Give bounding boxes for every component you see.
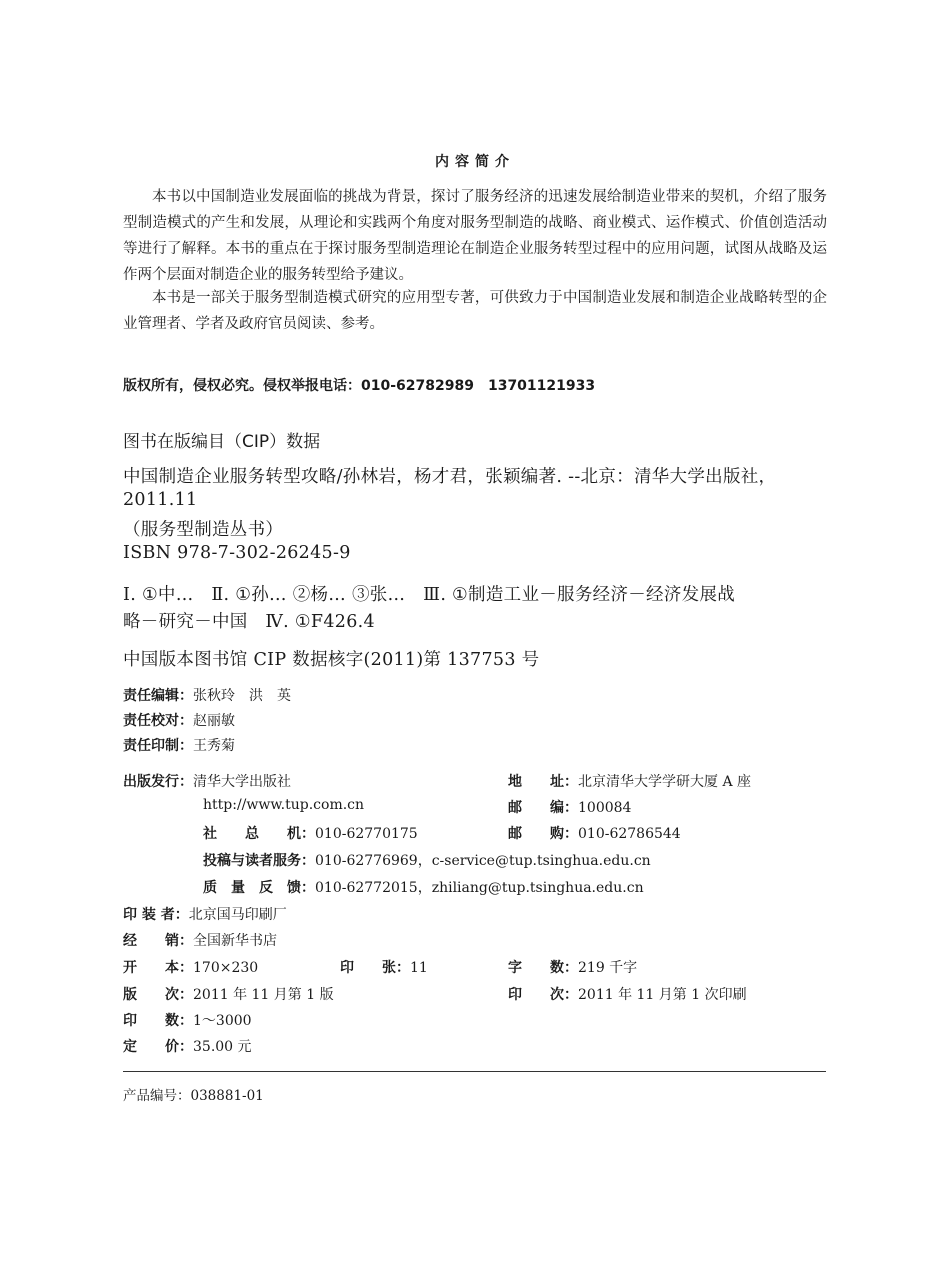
submission-row [203, 850, 651, 870]
postcode-value: 100084 [578, 800, 632, 816]
edition-value: 2011 年 11 月第 1 版 [193, 987, 334, 1003]
word-count-row [508, 957, 637, 977]
print-supervisor-label: 责任印制： [123, 738, 193, 754]
divider-rule [123, 1071, 826, 1072]
submission-label: 投稿与读者服务： [203, 853, 315, 869]
address-label: 地 址： [508, 774, 578, 790]
mail-order-value: 010-62786544 [578, 826, 681, 842]
proofreader-row [123, 710, 235, 730]
submission-value: 010-62776969，c-service@tup.tsinghua.edu.cn [315, 853, 651, 869]
copyright-notice: 版权所有，侵权必究。侵权举报电话：010-62782989 13701121933 [123, 378, 596, 394]
address-value: 北京清华大学学研大厦 A 座 [578, 774, 752, 790]
cip-line-4: ISBN 978-7-302-26245-9 [123, 543, 351, 563]
quality-feedback-row [203, 877, 644, 897]
publisher-label: 出版发行： [123, 774, 193, 790]
format-row [123, 957, 258, 977]
print-supervisor-row [123, 735, 235, 755]
impression-label: 印 次： [508, 987, 578, 1003]
quality-feedback-label: 质 量 反 馈： [203, 880, 315, 896]
cip-line-1: 中国制造企业服务转型攻略/孙林岩，杨才君，张颖编著. --北京：清华大学出版社， [123, 467, 777, 487]
sheets-label: 印 张： [340, 960, 410, 976]
editor-label: 责任编辑： [123, 688, 193, 704]
product-number: 产品编号：038881-01 [123, 1088, 264, 1104]
mail-order-row [508, 823, 681, 843]
cip-line-3: （服务型制造丛书） [123, 520, 284, 540]
printer-row [123, 904, 287, 924]
cip-line-6: 略－研究－中国 Ⅳ. ①F426.4 [123, 612, 375, 632]
sheets-row [340, 957, 428, 977]
print-run-label: 印 数： [123, 1013, 193, 1029]
edition-label: 版 次： [123, 987, 193, 1003]
summary-paragraph-2: 本书是一部关于服务型制造模式研究的应用型专著，可供致力于中国制造业发展和制造企业战略转型的企业管理者、学者及政府官员阅读、参考。 [123, 290, 827, 332]
cip-line-5: Ⅰ. ①中… Ⅱ. ①孙… ②杨… ③张… Ⅲ. ①制造工业－服务经济－经济发展战 [123, 585, 736, 605]
word-count-value: 219 千字 [578, 960, 638, 976]
switchboard-value: 010-62770175 [315, 826, 418, 842]
cip-line-2: 2011.11 [123, 490, 198, 510]
word-count-label: 字 数： [508, 960, 578, 976]
editor-row [123, 685, 291, 705]
printer-value: 北京国马印刷厂 [188, 907, 287, 923]
impression-value: 2011 年 11 月第 1 次印刷 [578, 987, 747, 1003]
mail-order-label: 邮 购： [508, 826, 578, 842]
editor-value: 张秋玲 洪 英 [193, 688, 291, 704]
distributor-row [123, 930, 277, 950]
format-value: 170×230 [193, 960, 259, 976]
postcode-row [508, 797, 631, 817]
edition-row [123, 984, 334, 1004]
price-value: 35.00 元 [193, 1039, 252, 1055]
proofreader-value: 赵丽敏 [193, 713, 235, 729]
proofreader-label: 责任校对： [123, 713, 193, 729]
cip-heading: 图书在版编目（CIP）数据 [123, 432, 321, 452]
price-label: 定 价： [123, 1039, 193, 1055]
sheets-value: 11 [410, 960, 428, 976]
cip-line-7: 中国版本图书馆 CIP 数据核字(2011)第 137753 号 [123, 650, 540, 670]
impression-row [508, 984, 747, 1004]
publisher-url: http://www.tup.com.cn [203, 797, 365, 813]
summary-paragraph-1: 本书以中国制造业发展面临的挑战为背景，探讨了服务经济的迅速发展给制造业带来的契机，介绍了服务型制造模式的产生和发展，从理论和实践两个角度对服务型制造的战略、商业模式、运作模式、价值创造活动等进行了解释。本书的重点在于探讨服务型制造理论在制造企业服务转型过程中的应用问题，试图从战略及运作两个层面对制造企业的服务转型给予建议。 [123, 189, 827, 283]
format-label: 开 本： [123, 960, 193, 976]
print-supervisor-value: 王秀菊 [193, 738, 235, 754]
address-row [508, 771, 751, 791]
publisher-name: 清华大学出版社 [193, 774, 291, 790]
switchboard-row [203, 823, 418, 843]
print-run-row [123, 1010, 252, 1030]
quality-feedback-value: 010-62772015，zhiliang@tup.tsinghua.edu.cn [315, 880, 644, 896]
switchboard-label: 社 总 机： [203, 826, 315, 842]
price-row [123, 1036, 252, 1056]
summary-title: 内容简介 [435, 154, 515, 170]
distributor-value: 全国新华书店 [193, 933, 277, 949]
postcode-label: 邮 编： [508, 800, 578, 816]
printer-label: 印 装 者： [123, 907, 189, 923]
distributor-label: 经 销： [123, 933, 193, 949]
publisher-row [123, 771, 291, 791]
print-run-value: 1～3000 [193, 1013, 252, 1029]
